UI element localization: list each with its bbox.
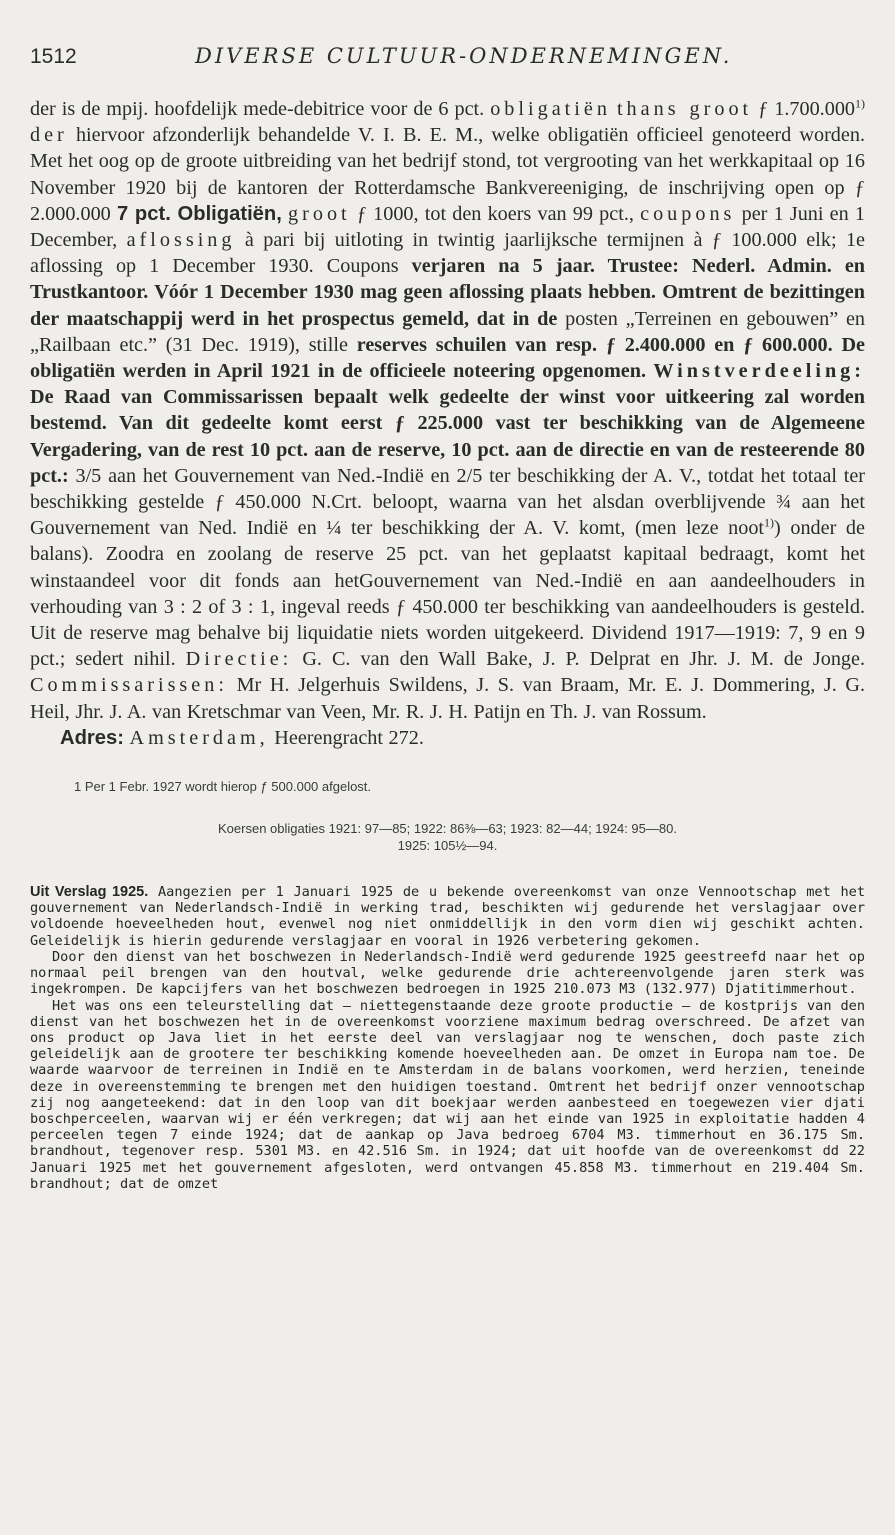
main-text (30, 96, 865, 751)
text-run: per 1 Juni en 1 December, (30, 202, 866, 252)
price-line: 1925: 105½—94. (397, 838, 498, 854)
footnote-ref: 1) (764, 515, 775, 530)
text-run: G. C. van den Wall Bake, J. P. Delprat en Jhr. J. M. de Jonge. (302, 648, 866, 671)
bold-run: De Raad van Commissarissen bepaalt welk gedeelte der winst voor uitkeering zal worden bestemd. Van dit gedeelte komt eerst ƒ 225.000 vast ter beschikking van de Algemeene Vergadering, van de rest 10 pct. aan de reserve, 10 pct. aan de directie en van de resteerende 80 pct.: (30, 386, 865, 487)
text-run: ) onder de balans). Zoodra en zoolang de reserve 25 pct. van het geplaatst kapitaal bedraagt, komt het winstaandeel voor dit fonds aan hetGouvernement van Ned.-Indië en aan aandeelhouders in verhouding van 3 : 2 of 3 : 1, ingeval reeds ƒ 450.000 ter beschikking van aandeelhouders is gesteld. Uit de reserve mag behalve bij liquidatie niets worden uitgekeerd. Dividend 1917—1919: 7, 9 en 9 pct.; sedert nihil. (30, 517, 865, 671)
report-paragraph: Door den dienst van het boschwezen in Nederlandsch-Indië werd gedurende 1925 geestreefd naar het op normaal peil brengen van den houtval, welke gedurende drie achtereenvolgende jaren sterk was ingekrompen. De kapcijfers van het boschwezen bedroegen in 1925 210.073 M3 (132.977) Djatitimmerhout. (30, 948, 865, 998)
text-run: der is de mpij. hoofdelijk mede-debitrice voor de 6 pct. (30, 98, 485, 120)
bold-term: 7 pct. Obligatiën, (116, 202, 282, 225)
report-paragraph: Het was ons een teleurstelling dat — niettegenstaande deze groote productie — de kostprijs van den dienst van het boschwezen het in de overeenkomst voorziene maximum bedrag overschreed. De afzet van ons product op Java liet in het eerste deel van verslagjaar nog te wenschen, doch paste zich geleidelijk aan de grootere ter beschikking komende hoeveelheden aan. De omzet in Europa nam toe. De waarde waarvoor de terreinen in Indië en te Amsterdam in de balans voorkomen, werd herzien, teneinde deze in overeenstemming te brengen met den huidigen toestand. Omtrent het bedrijf onzer vennootschap zij nog aangeteekend: dat in den loop van dit boekjaar werden aanbesteed en toegewezen vier djati boschperceelen, waarvan wij er één verkregen; dat wij aan het einde van 1925 in exploitatie hadden 4 perceelen tegen 7 einde 1924; dat de aankap op Java bedroeg 6704 M3. timmerhout en 36.175 Sm. brandhout, tegenover resp. 5301 M3. en 42.516 Sm. in 1924; dat uit hoofde van de overeenkomst dd 22 Januari 1925 met het gouvernement afgesloten, werd ontvangen 45.858 M3. timmerhout en 219.404 Sm. brandhout; dat de omzet (30, 997, 865, 1192)
bold-run: De obligatiën werden in April 1921 in de officieele noteering opgenomen. (30, 333, 866, 383)
amount: ƒ 1.700.000 (758, 98, 856, 120)
report-heading: Uit Verslag 1925. (30, 884, 149, 901)
spaced-term: Commissarissen: (30, 674, 228, 697)
text-run: hiervoor afzonderlijk behandelde V. I. B. E. M., welke obligatiën officieel genoteerd worden. Met het oog op de groote uitbreiding van het bedrijf stond, tot vergrooting van het werkkapitaal op 16 November 1920 bij de kantoren der Rotterdamsche Bankvereeniging, de inschrijving open op ƒ 2.000.000 (30, 124, 865, 225)
text-run: aan het Gouvernement van Ned.-Indië en (108, 464, 450, 487)
price-line: Koersen obligaties 1921: 97—85; 1922: 86⅜—63; 1923: 82—44; 1924: 95—80. (218, 821, 677, 837)
spaced-term: der (30, 124, 68, 147)
text-run: Aangezien per 1 Januari 1925 de u bekende overeenkomst van onze Vennootschap met het gouvernement van Nederlandsch-Indië in werking trad, beschikten wij gedurende het verslagjaar over voldoende hoeveelheden hout, evenwel nog niet onmiddellijk in den vorm dien wij geschikt achten. Geleidelijk is hierin gedurende verslagjaar en vooral in 1926 verbetering gekomen. (30, 884, 866, 949)
text-run: à pari bij uitloting in twintig jaarlijksche termijnen à ƒ 100.000 elk; 1e aflossing op 1 December 1930. Coupons (30, 229, 866, 278)
address-street: Heerengracht 272. (274, 726, 424, 749)
spaced-term: coupons (640, 202, 736, 225)
fraction: 2/5 (456, 464, 483, 487)
page-number: 1512 (30, 45, 77, 68)
running-title: DIVERSE CULTUUR-ONDERNEMINGEN. (195, 44, 733, 68)
footnote-ref: 1) (855, 96, 866, 111)
bold-run: reserves schuilen van resp. ƒ 2.400.000 en ƒ 600.000. (356, 333, 833, 356)
annual-report-excerpt (30, 884, 865, 1192)
spaced-term: obligatiën (490, 98, 611, 120)
bond-price-history (30, 820, 865, 854)
bold-run: Omtrent de bezittingen der maatschappij werd in het prospectus gemeld, dat in de (30, 281, 865, 330)
address-label: Adres: (60, 726, 124, 749)
spaced-term: aflossing (126, 229, 236, 252)
running-head (30, 44, 865, 84)
bold-run: verjaren na 5 jaar. Trustee: Nederl. Admin. en Trustkantoor. Vóór 1 December 1930 mag geen aflossing plaats hebben. (30, 255, 866, 304)
fraction: 3/5 (75, 464, 102, 487)
report-paragraph (30, 884, 865, 949)
spaced-term: Winstverdeeling: (653, 360, 865, 383)
footnote: 1 Per 1 Febr. 1927 wordt hierop ƒ 500.000 afgelost. (74, 779, 372, 795)
spaced-term: Directie: (185, 648, 293, 671)
company-paragraph (30, 96, 865, 725)
address-city: Amsterdam, (129, 726, 269, 749)
text-run: posten „Terreinen en gebouwen” en „Railbaan etc.” (31 Dec. 1919), stille (30, 307, 865, 356)
text-run: ter beschikking der A. V., totdat het totaal ter beschikking gestelde ƒ 450.000 N.Crt. beloopt, waarna van het alsdan overblijvende ¾ aan het Gouvernement van Ned. Indië en ¼ ter beschikking der A. V. komt, (men leze noot (30, 464, 866, 540)
spaced-term: groot (288, 202, 351, 225)
address-line (30, 725, 865, 751)
text-run: ƒ 1000, tot den koers van 99 pct., (356, 202, 634, 225)
text-run: Mr H. Jelgerhuis Swildens, J. S. van Braam, Mr. E. J. Dommering, J. G. Heil, Jhr. J. A. van Kretschmar van Veen, Mr. R. J. H. Patijn en Th. J. van Rossum. (30, 674, 865, 723)
spaced-term: thans groot (616, 98, 753, 120)
